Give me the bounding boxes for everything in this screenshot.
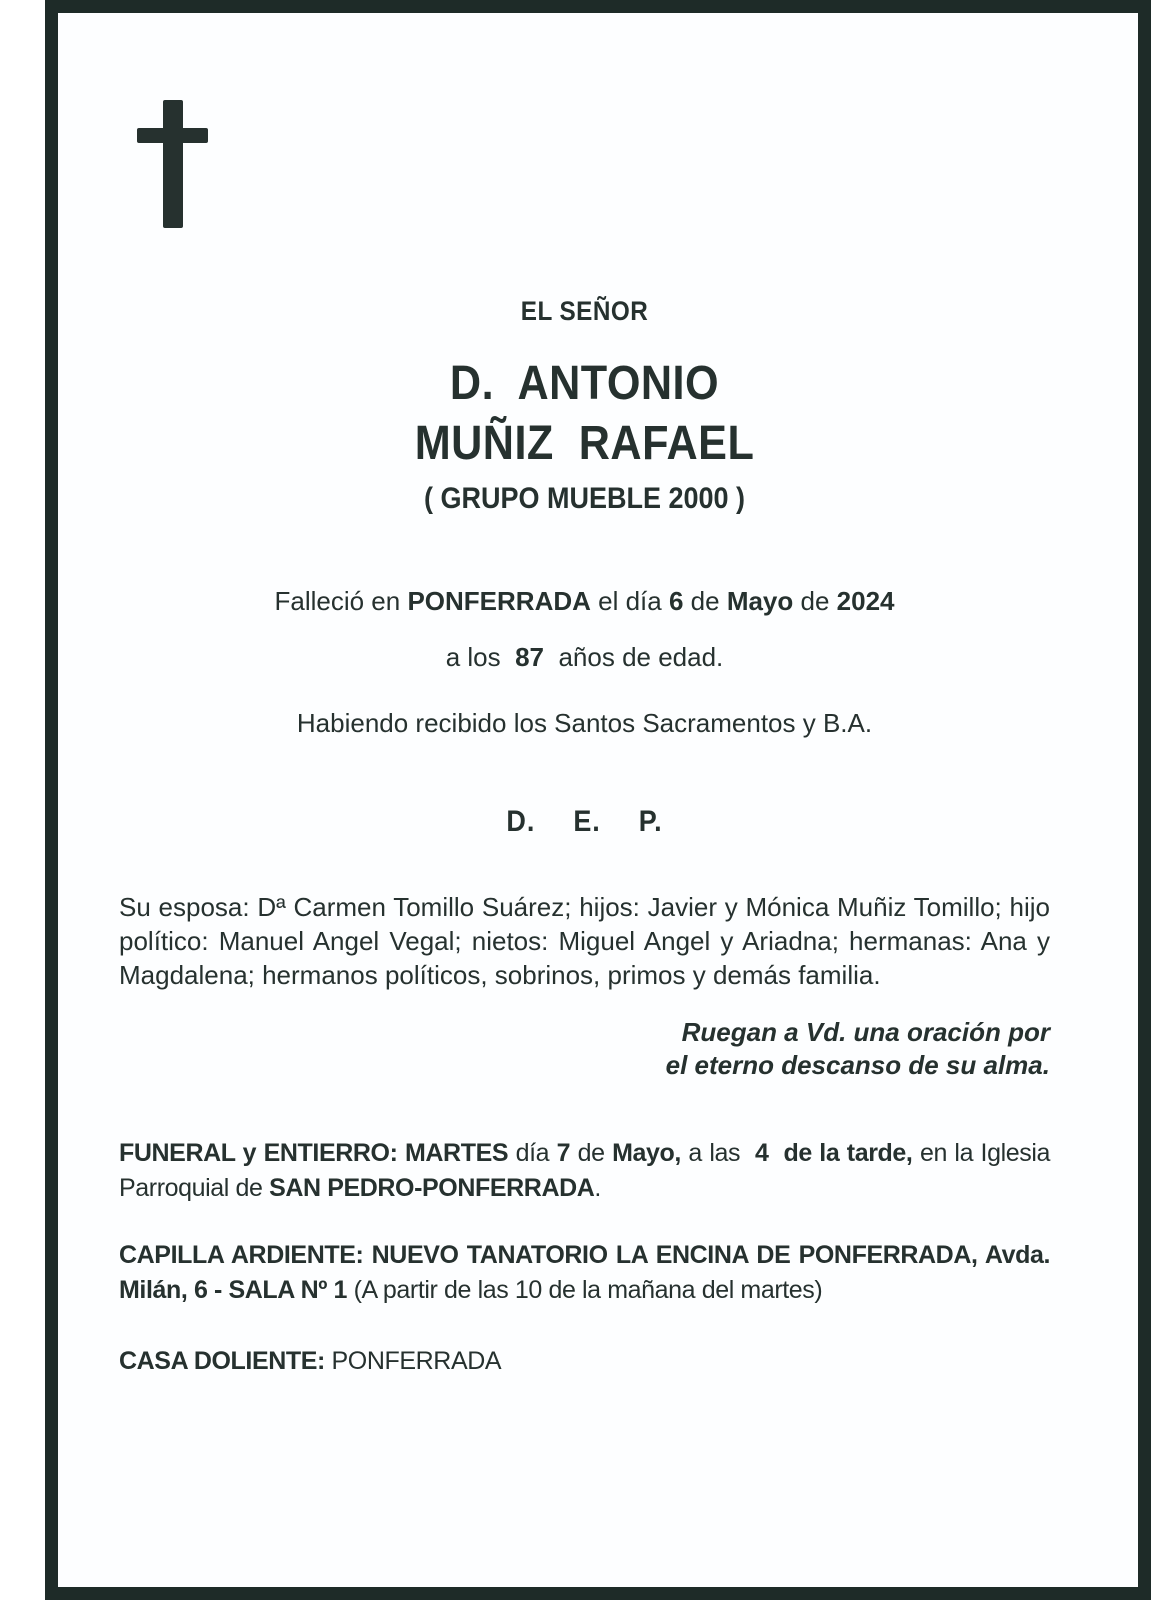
notice-content — [58, 13, 1138, 1587]
family-paragraph: Su esposa: Dª Carmen Tomillo Suárez; hijos: Javier y Mónica Muñiz Tomillo; hijo político: Manuel Angel Vegal; nietos: Miguel Angel y Ariadna; hermanas: Ana y Magdalena; hermanos políticos, sobrinos, primos y demás familia. — [119, 892, 1050, 990]
deceased-name-line1: D. ANTONIO — [449, 357, 720, 410]
prayer-line-2: el eterno descanso de su alma. — [665, 1050, 1050, 1080]
cross-vertical-bar — [163, 100, 183, 228]
funeral-burial-info: FUNERAL y ENTIERRO: MARTES día 7 de Mayo, a las 4 de la tarde, en la Iglesia Parroquial de SAN PEDRO-PONFERRADA. — [119, 1139, 1050, 1202]
company-subtitle: ( GRUPO MUEBLE 2000 ) — [423, 482, 746, 515]
cross-horizontal-bar — [137, 128, 208, 143]
dep-abbreviation: D. E. P. — [506, 805, 663, 838]
death-place-date-line: Falleció en PONFERRADA el día 6 de Mayo de 2024 — [274, 586, 895, 616]
deceased-name-line2: MUÑIZ RAFAEL — [414, 417, 755, 470]
notice-frame — [45, 0, 1151, 1600]
age-line: a los 87 años de edad. — [445, 642, 724, 672]
honorific-pretitle: EL SEÑOR — [520, 296, 649, 326]
mourning-house-info: CASA DOLIENTE: PONFERRADA — [119, 1347, 502, 1375]
wake-chapel-info: CAPILLA ARDIENTE: NUEVO TANATORIO LA ENCINA DE PONFERRADA, Avda. Milán, 6 - SALA Nº 1 (A partir de las 10 de la mañana del martes) — [119, 1241, 1050, 1304]
sacraments-line: Habiendo recibido los Santos Sacramentos y B.A. — [296, 708, 873, 738]
prayer-line-1: Ruegan a Vd. una oración por — [681, 1017, 1050, 1047]
latin-cross-icon — [137, 100, 208, 228]
prayer-note — [119, 1016, 1050, 1082]
